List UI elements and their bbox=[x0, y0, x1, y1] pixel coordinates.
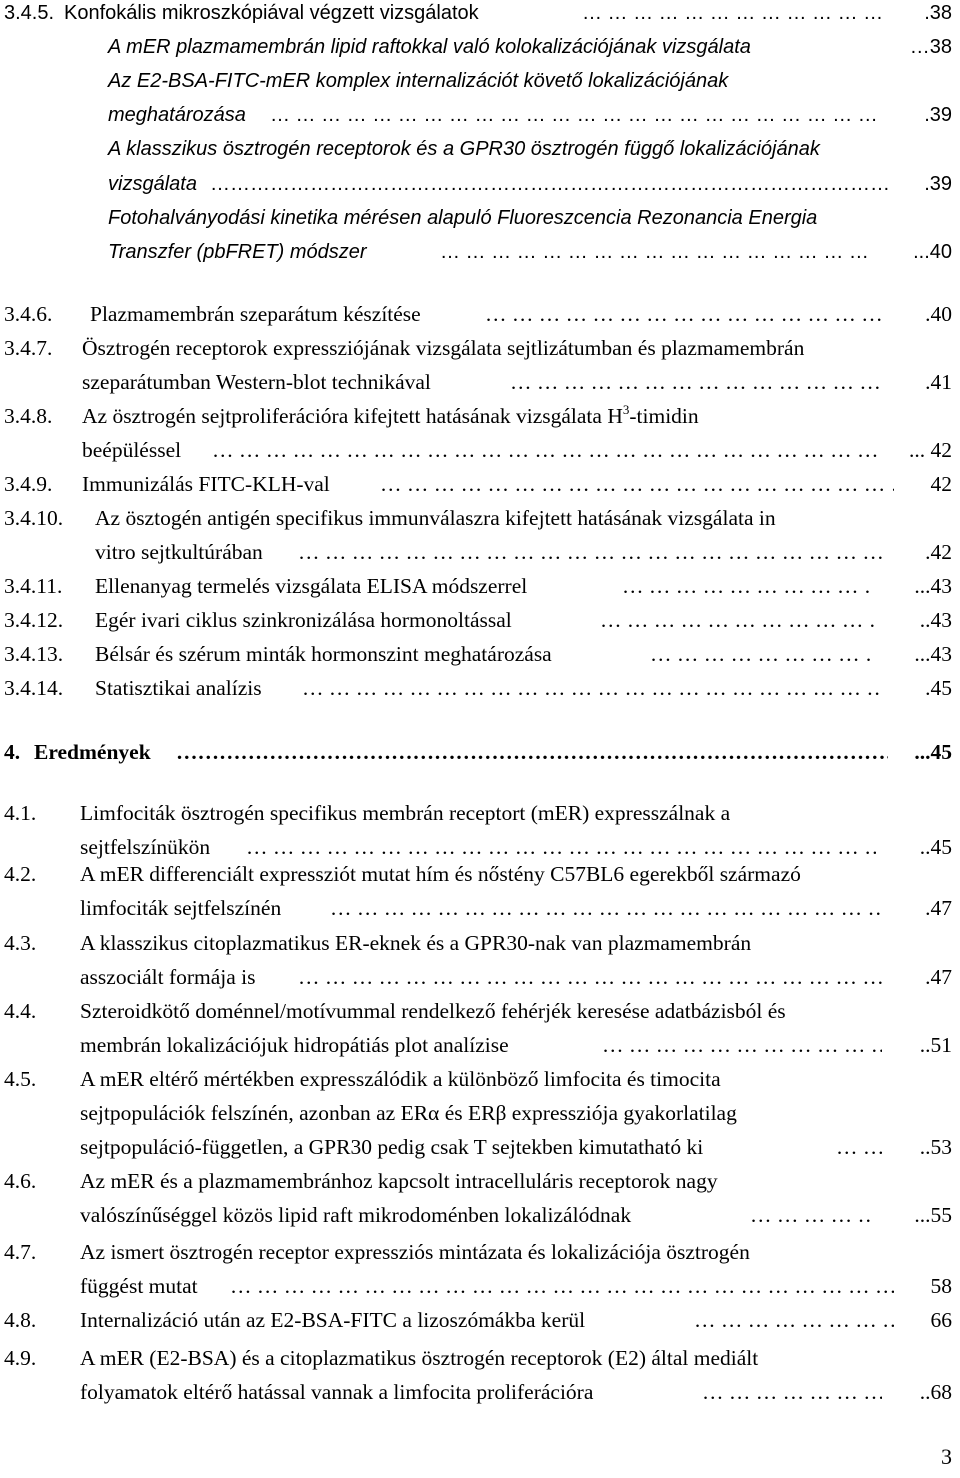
toc-entry-title-cont: sejtpopulációk felszínén, azonban az ERα és ERβ expressziója gyakorlatilag bbox=[80, 1101, 737, 1125]
toc-entry-3-4-13[interactable] bbox=[0, 637, 960, 671]
toc-entry-3-4-5-d-line2[interactable] bbox=[0, 235, 960, 269]
toc-entry-title: A mER differenciált expressziót mutat hím és nőstény C57BL6 egerekből származó bbox=[80, 862, 801, 886]
toc-page-ref: 58 bbox=[930, 1274, 952, 1298]
toc-page-ref: .39 bbox=[924, 104, 952, 126]
toc-entry-4-1-line1[interactable] bbox=[0, 796, 960, 830]
toc-entry-3-4-5-d-line1[interactable] bbox=[0, 201, 960, 235]
toc-page-ref: .47 bbox=[925, 965, 952, 989]
toc-entry-title: Eredmények bbox=[34, 740, 151, 764]
toc-entry-title: Az ösztrogén sejtproliferációra kifejtett hatásának vizsgálata $H^3$-timidin bbox=[82, 402, 699, 428]
toc-entry-title: A mER eltérő mértékben expresszálódik a különböző limfocita és timocita bbox=[80, 1067, 721, 1091]
toc-page-ref: .38 bbox=[924, 2, 952, 24]
toc-entry-number: 3.4.10. bbox=[4, 506, 64, 530]
toc-entry-title: Fotohalványodási kinetika mérésen alapuló Fluoreszcencia Rezonancia Energia bbox=[108, 207, 818, 229]
toc-entry-number: 4.4. bbox=[4, 999, 37, 1023]
toc-entry-title-cont: szeparátumban Western-blot technikával bbox=[82, 370, 431, 394]
toc-entry-title: Statisztikai analízis bbox=[95, 676, 262, 700]
toc-entry-3-4-5-b-line1[interactable] bbox=[0, 64, 960, 98]
toc-page-ref: ..53 bbox=[919, 1135, 952, 1159]
toc-entry-title: Az ösztogén antigén specifikus immunválaszra kifejtett hatásának vizsgálata in bbox=[95, 506, 776, 530]
toc-entry-4-6-line2[interactable] bbox=[0, 1198, 960, 1232]
toc-entry-title-cont: vizsgálata bbox=[108, 173, 197, 195]
toc-entry-title: Plazmamembrán szeparátum készítése bbox=[90, 302, 421, 326]
toc-entry-title-cont: meghatározása bbox=[108, 104, 246, 126]
dot-leader bbox=[210, 167, 888, 201]
dot-leader bbox=[302, 671, 882, 705]
toc-entry-4-4-line1[interactable] bbox=[0, 994, 960, 1028]
toc-entry-3-4-6[interactable] bbox=[0, 297, 960, 331]
toc-entry-3-4-5-b-line2[interactable] bbox=[0, 98, 960, 132]
toc-entry-title-cont: Transzfer (pbFRET) módszer bbox=[108, 241, 367, 263]
dot-leader bbox=[230, 1269, 894, 1303]
dot-leader bbox=[702, 1375, 882, 1409]
toc-entry-title-cont: beépüléssel bbox=[82, 438, 182, 462]
toc-page-ref: ...43 bbox=[914, 642, 952, 666]
dot-leader bbox=[380, 467, 894, 501]
toc-entry-3-4-7-line2[interactable] bbox=[0, 365, 960, 399]
toc-entry-number: 3.4.6. bbox=[4, 302, 53, 326]
toc-page-ref: .40 bbox=[925, 302, 952, 326]
toc-entry-title: Az mER és a plazmamembránhoz kapcsolt intracelluláris receptorok nagy bbox=[80, 1169, 718, 1193]
toc-page-ref: .39 bbox=[924, 173, 952, 195]
toc-entry-4-2-line1[interactable] bbox=[0, 857, 960, 891]
toc-entry-3-4-5-c-line2[interactable] bbox=[0, 167, 960, 201]
toc-entry-title: Egér ivari ciklus szinkronizálása hormonoltással bbox=[95, 608, 512, 632]
toc-entry-title: Internalizáció után az E2-BSA-FITC a lizoszómákba kerül bbox=[80, 1308, 586, 1332]
toc-entry-4-5-line2[interactable] bbox=[0, 1096, 960, 1130]
toc-entry-title: Szteroidkötő doménnel/motívummal rendelkező fehérjék keresése adatbázisból és bbox=[80, 999, 786, 1023]
toc-entry-4-5-line3[interactable] bbox=[0, 1130, 960, 1164]
dot-leader bbox=[602, 1028, 882, 1062]
toc-entry-title-cont: limfociták sejtfelszínén bbox=[80, 896, 282, 920]
toc-entry-number: 3.4.12. bbox=[4, 608, 64, 632]
toc-entry-4-3-line2[interactable] bbox=[0, 960, 960, 994]
toc-entry-number: 4. bbox=[4, 740, 21, 764]
toc-entry-3-4-5[interactable] bbox=[0, 0, 960, 30]
toc-entry-4-9-line1[interactable] bbox=[0, 1341, 960, 1375]
dot-leader bbox=[694, 1303, 894, 1337]
toc-entry-number: 4.1. bbox=[4, 801, 37, 825]
toc-entry-number: 3.4.9. bbox=[4, 472, 53, 496]
dot-leader bbox=[750, 1198, 870, 1232]
toc-page-ref: ...55 bbox=[914, 1203, 952, 1227]
dot-leader bbox=[440, 235, 872, 269]
toc-entry-3-4-7-line1[interactable] bbox=[0, 331, 960, 365]
dot-leader bbox=[330, 891, 882, 925]
dot-leader bbox=[600, 603, 876, 637]
dot-leader bbox=[298, 535, 882, 569]
toc-entry-3-4-12[interactable] bbox=[0, 603, 960, 637]
toc-entry-3-4-5-c-line1[interactable] bbox=[0, 132, 960, 166]
toc-entry-4-7-line2[interactable] bbox=[0, 1269, 960, 1303]
toc-entry-4[interactable] bbox=[0, 735, 960, 769]
toc-page-ref: ..51 bbox=[919, 1033, 952, 1057]
dot-leader bbox=[650, 637, 870, 671]
toc-entry-number: 4.9. bbox=[4, 1346, 37, 1370]
dot-leader bbox=[582, 0, 882, 30]
toc-entry-4-8[interactable] bbox=[0, 1303, 960, 1337]
toc-entry-3-4-10-line2[interactable] bbox=[0, 535, 960, 569]
toc-entry-title: Ösztrogén receptorok expressziójának vizsgálata sejtlizátumban és plazmamembrán bbox=[82, 336, 805, 360]
toc-entry-number: 4.3. bbox=[4, 931, 37, 955]
toc-entry-number: 4.7. bbox=[4, 1240, 37, 1264]
toc-entry-number: 4.8. bbox=[4, 1308, 37, 1332]
toc-entry-4-2-line2[interactable] bbox=[0, 891, 960, 925]
toc-page-ref: ..68 bbox=[919, 1380, 952, 1404]
toc-entry-number: 4.2. bbox=[4, 862, 37, 886]
dot-leader bbox=[510, 365, 882, 399]
toc-page-ref: ...45 bbox=[914, 740, 952, 764]
toc-entry-number: 3.4.8. bbox=[4, 404, 53, 428]
toc-entry-4-9-line2[interactable] bbox=[0, 1375, 960, 1409]
toc-entry-3-4-14[interactable] bbox=[0, 671, 960, 705]
toc-entry-title: A mER (E2-BSA) és a citoplazmatikus ösztrogén receptorok (E2) által mediált bbox=[80, 1346, 759, 1370]
toc-entry-3-4-8-line1[interactable] bbox=[0, 399, 960, 433]
toc-entry-number: 3.4.7. bbox=[4, 336, 53, 360]
toc-entry-title-cont: membrán lokalizációjuk hidropátiás plot analízise bbox=[80, 1033, 509, 1057]
toc-entry-number: 3.4.14. bbox=[4, 676, 64, 700]
dot-leader bbox=[212, 433, 882, 467]
toc-entry-4-3-line1[interactable] bbox=[0, 926, 960, 960]
toc-page-ref: .42 bbox=[925, 540, 952, 564]
toc-entry-title-cont: sejtpopuláció-független, a GPR30 pedig csak T sejtekben kimutatható ki bbox=[80, 1135, 704, 1159]
toc-entry-number: 4.6. bbox=[4, 1169, 37, 1193]
page-number: 3 bbox=[941, 1444, 952, 1469]
toc-entry-title: Immunizálás FITC-KLH-val bbox=[82, 472, 330, 496]
toc-entry-3-4-11[interactable] bbox=[0, 569, 960, 603]
toc-entry-title-cont: asszociált formája is bbox=[80, 965, 256, 989]
toc-entry-title-cont: folyamatok eltérő hatással vannak a limfocita proliferációra bbox=[80, 1380, 594, 1404]
toc-entry-4-4-line2[interactable] bbox=[0, 1028, 960, 1062]
toc-page-ref: .45 bbox=[925, 676, 952, 700]
toc-page-ref: 66 bbox=[930, 1308, 952, 1332]
toc-page-ref: .41 bbox=[925, 370, 952, 394]
toc-page-ref: ..45 bbox=[919, 835, 952, 859]
toc-entry-number: 3.4.13. bbox=[4, 642, 64, 666]
toc-entry-3-4-8-line2[interactable] bbox=[0, 433, 960, 467]
toc-page-ref: ...43 bbox=[914, 574, 952, 598]
toc-entry-title-cont: vitro sejtkultúrában bbox=[95, 540, 263, 564]
dot-leader bbox=[485, 297, 882, 331]
toc-entry-4-6-line1[interactable] bbox=[0, 1164, 960, 1198]
toc-entry-title: Az E2-BSA-FITC-mER komplex internalizációt követő lokalizációjának bbox=[108, 70, 729, 92]
toc-entry-title-cont: függést mutat bbox=[80, 1274, 198, 1298]
toc-entry-title: A mER plazmamembrán lipid raftokkal való kolokalizációjának vizsgálata bbox=[108, 36, 751, 58]
toc-entry-4-5-line1[interactable] bbox=[0, 1062, 960, 1096]
toc-page-ref: ...40 bbox=[913, 241, 952, 263]
toc-page-ref: ..43 bbox=[919, 608, 952, 632]
dot-leader bbox=[836, 1130, 882, 1164]
toc-page-ref: …38 bbox=[909, 36, 952, 58]
toc-entry-number: 4.5. bbox=[4, 1067, 37, 1091]
toc-entry-4-7-line1[interactable] bbox=[0, 1235, 960, 1269]
toc-entry-title: Bélsár és szérum minták hormonszint meghatározása bbox=[95, 642, 552, 666]
toc-entry-title: Limfociták ösztrogén specifikus membrán receptort (mER) expresszálnak a bbox=[80, 801, 731, 825]
toc-entry-title: Konfokális mikroszkópiával végzett vizsgálatok bbox=[64, 2, 479, 24]
dot-leader bbox=[298, 960, 882, 994]
toc-entry-3-4-5-a[interactable] bbox=[0, 30, 960, 64]
dot-leader bbox=[622, 569, 870, 603]
toc-page-ref: .47 bbox=[925, 896, 952, 920]
toc-entry-title: Az ismert ösztrogén receptor expressziós mintázata és lokalizációja ösztrogén bbox=[80, 1240, 750, 1264]
toc-entry-title: Ellenanyag termelés vizsgálata ELISA módszerrel bbox=[95, 574, 528, 598]
toc-entry-title: A klasszikus ösztrogén receptorok és a GPR30 ösztrogén függő lokalizációjának bbox=[108, 138, 820, 160]
toc-page-ref: ... 42 bbox=[909, 438, 952, 462]
toc-entry-title-cont: sejtfelszínükön bbox=[80, 835, 211, 859]
toc-entry-number: 3.4.5. bbox=[4, 2, 55, 24]
dot-leader bbox=[270, 98, 882, 132]
toc-entry-3-4-9[interactable] bbox=[0, 467, 960, 501]
toc-entry-3-4-10-line1[interactable] bbox=[0, 501, 960, 535]
toc-page-ref: 42 bbox=[930, 472, 952, 496]
toc-entry-title-cont: valószínűséggel közös lipid raft mikrodoménben lokalizálódnak bbox=[80, 1203, 632, 1227]
toc-entry-number: 3.4.11. bbox=[4, 574, 63, 598]
toc-entry-title: A klasszikus citoplazmatikus ER-eknek és a GPR30-nak van plazmamembrán bbox=[80, 931, 752, 955]
dot-leader bbox=[176, 735, 888, 769]
